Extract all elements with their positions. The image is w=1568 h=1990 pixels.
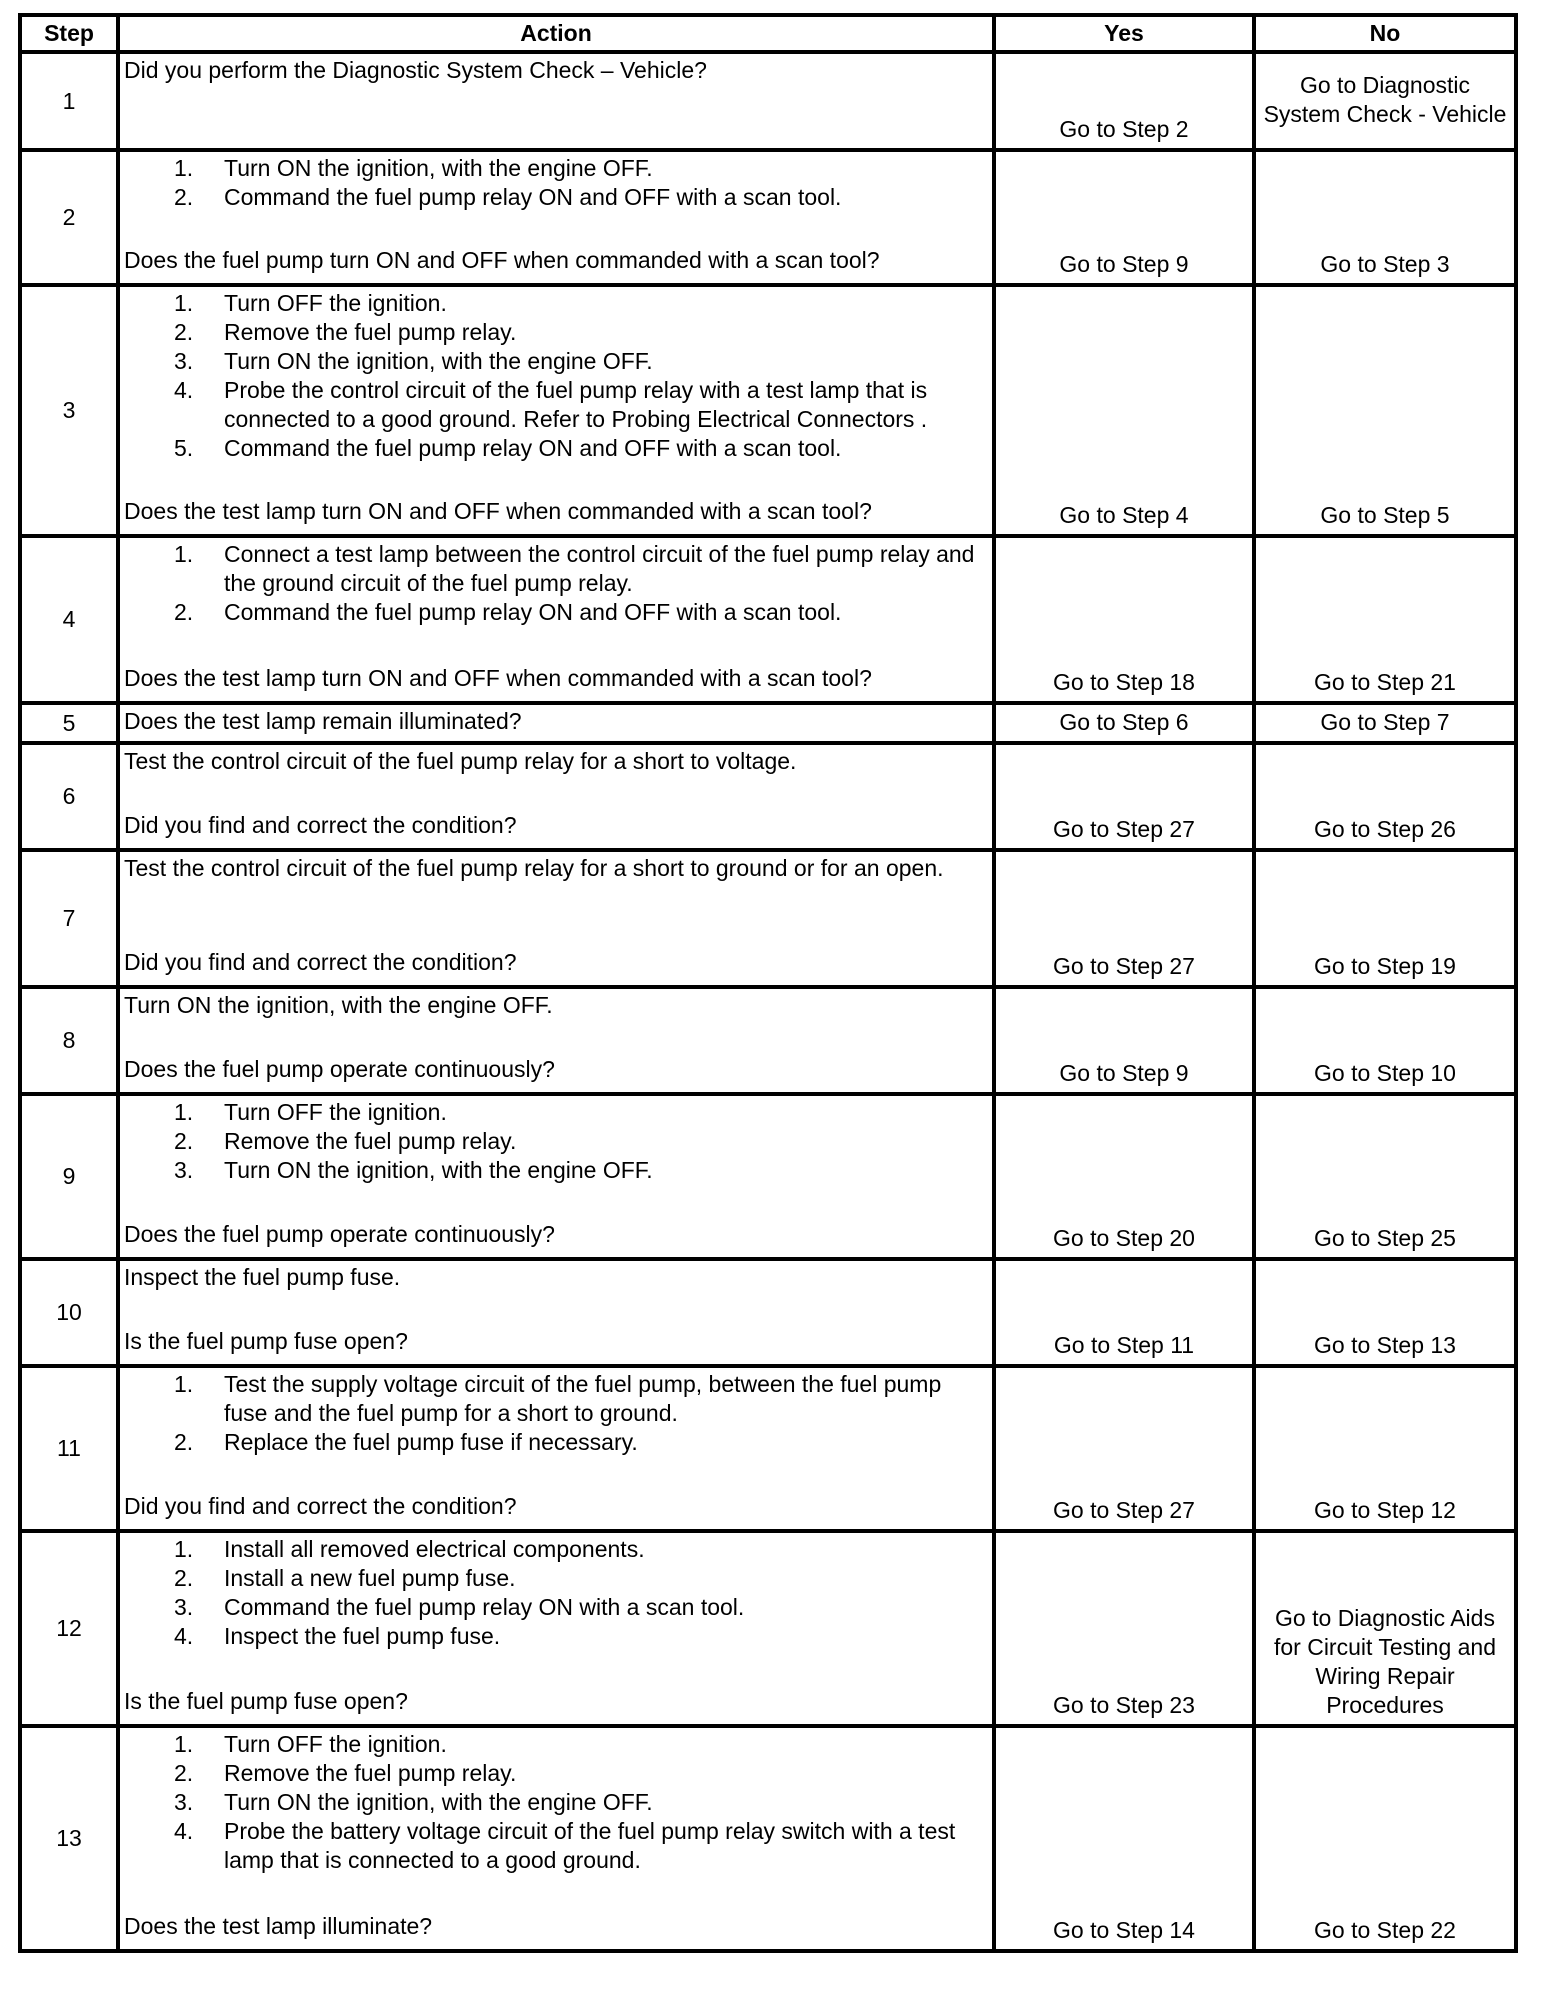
substep-number: 3.	[174, 1594, 194, 1620]
step-number: 4	[20, 536, 118, 703]
action-instruction: Inspect the fuel pump fuse.	[124, 1264, 401, 1290]
no-result: Go to Step 19	[1254, 850, 1516, 987]
substep-item	[124, 347, 990, 376]
step-number: 7	[20, 850, 118, 987]
no-result: Go to Diagnostic System Check - Vehicle	[1254, 52, 1516, 150]
action-spacer	[124, 776, 990, 811]
substep-number: 1.	[174, 1099, 194, 1125]
substep-item	[124, 1535, 990, 1564]
substep-number: 1.	[174, 1536, 194, 1562]
substep-number: 2.	[174, 599, 194, 625]
substep-text: Connect a test lamp between the control circuit of the fuel pump relay and the ground circuit of the fuel pump relay.	[224, 541, 975, 596]
action-question: Does the test lamp turn ON and OFF when commanded with a scan tool?	[124, 665, 872, 691]
substep-number: 3.	[174, 1157, 194, 1183]
substep-text: Test the supply voltage circuit of the fuel pump, between the fuel pump fuse and the fuel pump for a short to ground.	[224, 1371, 942, 1426]
action-question: Is the fuel pump fuse open?	[124, 1328, 408, 1354]
action-question: Did you find and correct the condition?	[124, 1493, 517, 1519]
substep-number: 3.	[174, 348, 194, 374]
yes-result: Go to Step 4	[994, 285, 1254, 536]
substep-item	[124, 1428, 990, 1457]
action-cell	[118, 1259, 994, 1366]
action-cell	[118, 1531, 994, 1726]
yes-result: Go to Step 27	[994, 743, 1254, 850]
action-instruction: Test the control circuit of the fuel pump relay for a short to ground or for an open.	[124, 855, 944, 881]
substep-item	[124, 540, 990, 598]
action-content	[124, 854, 990, 977]
step-number: 10	[20, 1259, 118, 1366]
action-question: Does the fuel pump operate continuously?	[124, 1221, 555, 1247]
action-question: Did you find and correct the condition?	[124, 812, 517, 838]
substep-text: Probe the control circuit of the fuel pump relay with a test lamp that is connected to a good ground. Refer to Probing Electrical Connectors .	[224, 377, 928, 432]
substep-item	[124, 1730, 990, 1759]
table-row	[20, 52, 1516, 150]
substep-item	[124, 154, 990, 183]
action-content	[124, 1730, 990, 1941]
substep-text: Command the fuel pump relay ON with a scan tool.	[224, 1594, 745, 1620]
step-number: 13	[20, 1726, 118, 1951]
action-spacer	[124, 1292, 990, 1327]
substep-number: 1.	[174, 155, 194, 181]
action-spacer	[124, 463, 990, 497]
action-instruction: Test the control circuit of the fuel pump relay for a short to voltage.	[124, 748, 797, 774]
action-content	[124, 747, 990, 840]
substep-number: 2.	[174, 184, 194, 210]
diagnostic-table	[18, 13, 1518, 1953]
substep-text: Remove the fuel pump relay.	[224, 1760, 517, 1786]
action-question: Did you find and correct the condition?	[124, 949, 517, 975]
substep-number: 2.	[174, 1429, 194, 1455]
action-spacer	[124, 1457, 990, 1492]
substep-number: 2.	[174, 319, 194, 345]
substep-text: Inspect the fuel pump fuse.	[224, 1623, 501, 1649]
yes-result: Go to Step 6	[994, 703, 1254, 743]
substep-item	[124, 1370, 990, 1428]
table-row	[20, 1259, 1516, 1366]
substep-text: Turn OFF the ignition.	[224, 290, 447, 316]
substep-number: 1.	[174, 541, 194, 567]
substep-item	[124, 1593, 990, 1622]
substep-text: Remove the fuel pump relay.	[224, 319, 517, 345]
step-number: 6	[20, 743, 118, 850]
substep-list	[124, 289, 990, 463]
action-cell	[118, 987, 994, 1094]
table-row	[20, 1366, 1516, 1531]
step-number: 11	[20, 1366, 118, 1531]
substep-item	[124, 1098, 990, 1127]
substep-text: Turn ON the ignition, with the engine OFF.	[224, 1157, 653, 1183]
action-cell	[118, 743, 994, 850]
header-yes: Yes	[994, 15, 1254, 52]
action-question: Did you perform the Diagnostic System Check – Vehicle?	[124, 57, 707, 83]
substep-item	[124, 376, 990, 434]
substep-list	[124, 1370, 990, 1457]
action-content	[124, 540, 990, 693]
substep-text: Replace the fuel pump fuse if necessary.	[224, 1429, 638, 1455]
substep-item	[124, 1817, 990, 1875]
step-number: 5	[20, 703, 118, 743]
substep-number: 4.	[174, 377, 194, 403]
action-spacer	[124, 1651, 990, 1687]
action-spacer	[124, 883, 990, 948]
header-action: Action	[118, 15, 994, 52]
substep-list	[124, 1535, 990, 1651]
header-step: Step	[20, 15, 118, 52]
substep-number: 2.	[174, 1760, 194, 1786]
action-content	[124, 707, 990, 733]
substep-number: 4.	[174, 1818, 194, 1844]
yes-result: Go to Step 9	[994, 150, 1254, 285]
action-cell	[118, 52, 994, 150]
table-row	[20, 285, 1516, 536]
substep-item	[124, 183, 990, 212]
action-spacer	[124, 1020, 990, 1055]
no-result: Go to Step 21	[1254, 536, 1516, 703]
substep-text: Install a new fuel pump fuse.	[224, 1565, 516, 1591]
substep-item	[124, 1156, 990, 1185]
table-row	[20, 536, 1516, 703]
yes-result: Go to Step 23	[994, 1531, 1254, 1726]
table-row	[20, 1531, 1516, 1726]
step-number: 8	[20, 987, 118, 1094]
no-result: Go to Diagnostic Aids for Circuit Testing and Wiring Repair Procedures	[1254, 1531, 1516, 1726]
step-number: 12	[20, 1531, 118, 1726]
yes-result: Go to Step 14	[994, 1726, 1254, 1951]
substep-text: Turn ON the ignition, with the engine OFF.	[224, 348, 653, 374]
header-no: No	[1254, 15, 1516, 52]
action-spacer	[124, 212, 990, 246]
table-row	[20, 1726, 1516, 1951]
action-question: Does the fuel pump turn ON and OFF when commanded with a scan tool?	[124, 247, 880, 273]
substep-number: 2.	[174, 1565, 194, 1591]
action-cell	[118, 1094, 994, 1259]
action-content	[124, 289, 990, 526]
action-cell	[118, 703, 994, 743]
yes-result: Go to Step 20	[994, 1094, 1254, 1259]
action-question: Does the fuel pump operate continuously?	[124, 1056, 555, 1082]
table-row	[20, 1094, 1516, 1259]
yes-result: Go to Step 18	[994, 536, 1254, 703]
action-question: Does the test lamp illuminate?	[124, 1913, 433, 1939]
action-cell	[118, 850, 994, 987]
substep-item	[124, 1788, 990, 1817]
table-row	[20, 743, 1516, 850]
action-content	[124, 991, 990, 1084]
no-result: Go to Step 5	[1254, 285, 1516, 536]
action-content	[124, 56, 990, 140]
substep-text: Probe the battery voltage circuit of the fuel pump relay switch with a test lamp that is connected to a good ground.	[224, 1818, 956, 1873]
substep-item	[124, 1564, 990, 1593]
action-spacer	[124, 627, 990, 664]
substep-number: 5.	[174, 435, 194, 461]
no-result: Go to Step 10	[1254, 987, 1516, 1094]
action-cell	[118, 285, 994, 536]
substep-number: 1.	[174, 1371, 194, 1397]
substep-list	[124, 540, 990, 627]
substep-number: 3.	[174, 1789, 194, 1815]
no-result: Go to Step 7	[1254, 703, 1516, 743]
step-number: 3	[20, 285, 118, 536]
no-result: Go to Step 12	[1254, 1366, 1516, 1531]
action-question: Does the test lamp turn ON and OFF when commanded with a scan tool?	[124, 498, 872, 524]
substep-text: Turn OFF the ignition.	[224, 1099, 447, 1125]
yes-result: Go to Step 9	[994, 987, 1254, 1094]
substep-text: Turn OFF the ignition.	[224, 1731, 447, 1757]
substep-item	[124, 1127, 990, 1156]
action-spacer	[124, 1185, 990, 1220]
step-number: 9	[20, 1094, 118, 1259]
substep-text: Install all removed electrical components.	[224, 1536, 645, 1562]
substep-number: 1.	[174, 1731, 194, 1757]
action-content	[124, 1098, 990, 1249]
action-content	[124, 1263, 990, 1356]
action-cell	[118, 150, 994, 285]
step-number: 2	[20, 150, 118, 285]
yes-result: Go to Step 2	[994, 52, 1254, 150]
substep-text: Turn ON the ignition, with the engine OFF.	[224, 155, 653, 181]
no-result: Go to Step 13	[1254, 1259, 1516, 1366]
action-instruction: Turn ON the ignition, with the engine OFF.	[124, 992, 553, 1018]
action-cell	[118, 1726, 994, 1951]
table-row	[20, 150, 1516, 285]
substep-text: Remove the fuel pump relay.	[224, 1128, 517, 1154]
table-row	[20, 987, 1516, 1094]
table-row	[20, 703, 1516, 743]
action-question: Does the test lamp remain illuminated?	[124, 708, 522, 734]
yes-result: Go to Step 11	[994, 1259, 1254, 1366]
action-question: Is the fuel pump fuse open?	[124, 1688, 408, 1714]
no-result: Go to Step 22	[1254, 1726, 1516, 1951]
no-result: Go to Step 3	[1254, 150, 1516, 285]
action-spacer	[124, 1875, 990, 1912]
substep-item	[124, 598, 990, 627]
header-row	[20, 15, 1516, 52]
no-result: Go to Step 25	[1254, 1094, 1516, 1259]
substep-item	[124, 289, 990, 318]
substep-item	[124, 1622, 990, 1651]
no-result: Go to Step 26	[1254, 743, 1516, 850]
step-number: 1	[20, 52, 118, 150]
substep-list	[124, 154, 990, 212]
substep-list	[124, 1730, 990, 1875]
substep-text: Command the fuel pump relay ON and OFF with a scan tool.	[224, 599, 842, 625]
substep-text: Turn ON the ignition, with the engine OFF.	[224, 1789, 653, 1815]
action-content	[124, 1370, 990, 1521]
yes-result: Go to Step 27	[994, 1366, 1254, 1531]
substep-item	[124, 318, 990, 347]
substep-number: 1.	[174, 290, 194, 316]
action-cell	[118, 1366, 994, 1531]
yes-result: Go to Step 27	[994, 850, 1254, 987]
substep-number: 2.	[174, 1128, 194, 1154]
substep-text: Command the fuel pump relay ON and OFF with a scan tool.	[224, 184, 842, 210]
action-content	[124, 154, 990, 275]
action-cell	[118, 536, 994, 703]
substep-item	[124, 1759, 990, 1788]
action-content	[124, 1535, 990, 1716]
substep-text: Command the fuel pump relay ON and OFF with a scan tool.	[224, 435, 842, 461]
table-row	[20, 850, 1516, 987]
substep-number: 4.	[174, 1623, 194, 1649]
substep-item	[124, 434, 990, 463]
substep-list	[124, 1098, 990, 1185]
